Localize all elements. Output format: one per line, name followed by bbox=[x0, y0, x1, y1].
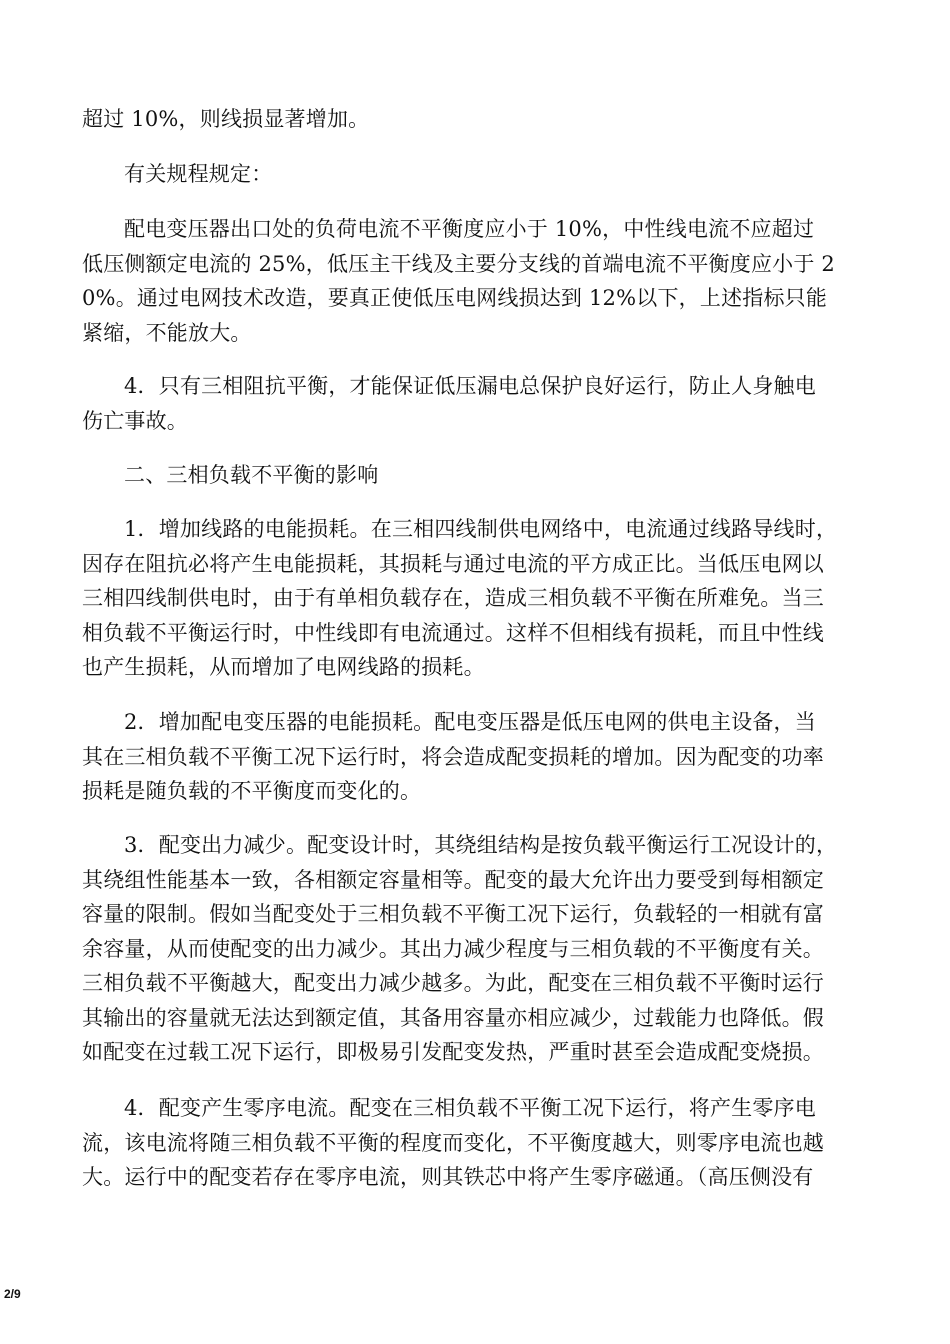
paragraph-line: 4．只有三相阻抗平衡，才能保证低压漏电总保护良好运行，防止人身触电 bbox=[124, 374, 816, 398]
paragraph-1 bbox=[82, 102, 872, 137]
paragraph-line: 其在三相负载不平衡工况下运行时，将会造成配变损耗的增加。因为配变的功率 bbox=[82, 744, 824, 769]
paragraph-line: 4．配变产生零序电流。配变在三相负载不平衡工况下运行，将产生零序电 bbox=[124, 1096, 816, 1120]
paragraph-line: 低压侧额定电流的 25%，低压主干线及主要分支线的首端电流不平衡度应小于 2 bbox=[82, 251, 835, 276]
paragraph-line: 流，该电流将随三相负载不平衡的程度而变化，不平衡度越大，则零序电流也越 bbox=[82, 1130, 824, 1155]
paragraph-line: 3．配变出力减少。配变设计时，其绕组结构是按负载平衡运行工况设计的， bbox=[124, 833, 838, 857]
paragraph-4 bbox=[82, 369, 872, 438]
paragraph-9 bbox=[82, 1091, 872, 1195]
paragraph-2 bbox=[82, 157, 914, 192]
paragraph-6 bbox=[82, 512, 872, 685]
paragraph-line: 损耗是随负载的不平衡度而变化的。 bbox=[82, 779, 422, 803]
paragraph-line: 大。运行中的配变若存在零序电流，则其铁芯中将产生零序磁通。（高压侧没有 bbox=[82, 1165, 814, 1189]
section-heading bbox=[82, 458, 914, 493]
paragraph-line: 2．增加配电变压器的电能损耗。配电变压器是低压电网的供电主设备，当 bbox=[124, 710, 816, 734]
paragraph-line: 有关规程规定： bbox=[124, 162, 273, 186]
paragraph-line: 相负载不平衡运行时，中性线即有电流通过。这样不但相线有损耗，而且中性线 bbox=[82, 620, 824, 645]
paragraph-line: 二、三相负载不平衡的影响 bbox=[124, 463, 379, 487]
page-number: 2/9 bbox=[4, 1287, 21, 1301]
paragraph-line: 容量的限制。假如当配变处于三相负载不平衡工况下运行，负载轻的一相就有富 bbox=[82, 902, 824, 926]
paragraph-line: 其输出的容量就无法达到额定值，其备用容量亦相应减少，过载能力也降低。假 bbox=[82, 1005, 824, 1030]
paragraph-line: 余容量，从而使配变的出力减少。其出力减少程度与三相负载的不平衡度有关。 bbox=[82, 936, 824, 961]
paragraph-3 bbox=[82, 212, 872, 350]
paragraph-7 bbox=[82, 705, 872, 809]
paragraph-line: 超过 10%，则线损显著增加。 bbox=[82, 107, 370, 131]
paragraph-line: 也产生损耗，从而增加了电网线路的损耗。 bbox=[82, 655, 485, 679]
paragraph-line: 0%。通过电网技术改造，要真正使低压电网线损达到 12%以下，上述指标只能 bbox=[82, 286, 828, 310]
paragraph-line: 1．增加线路的电能损耗。在三相四线制供电网络中，电流通过线路导线时， bbox=[124, 517, 838, 541]
paragraph-line: 三相负载不平衡越大，配变出力减少越多。为此，配变在三相负载不平衡时运行 bbox=[82, 971, 824, 995]
paragraph-line: 因存在阻抗必将产生电能损耗，其损耗与通过电流的平方成正比。当低压电网以 bbox=[82, 551, 824, 576]
paragraph-line: 伤亡事故。 bbox=[82, 408, 188, 433]
paragraph-line: 三相四线制供电时，由于有单相负载存在，造成三相负载不平衡在所难免。当三 bbox=[82, 586, 824, 610]
paragraph-8 bbox=[82, 828, 872, 1070]
paragraph-line: 配电变压器出口处的负荷电流不平衡度应小于 10%，中性线电流不应超过 bbox=[124, 217, 815, 241]
paragraph-line: 如配变在过载工况下运行，即极易引发配变发热，严重时甚至会造成配变烧损。 bbox=[82, 1040, 824, 1064]
paragraph-line: 紧缩，不能放大。 bbox=[82, 320, 252, 345]
paragraph-line: 其绕组性能基本一致，各相额定容量相等。配变的最大允许出力要受到每相额定 bbox=[82, 867, 824, 892]
